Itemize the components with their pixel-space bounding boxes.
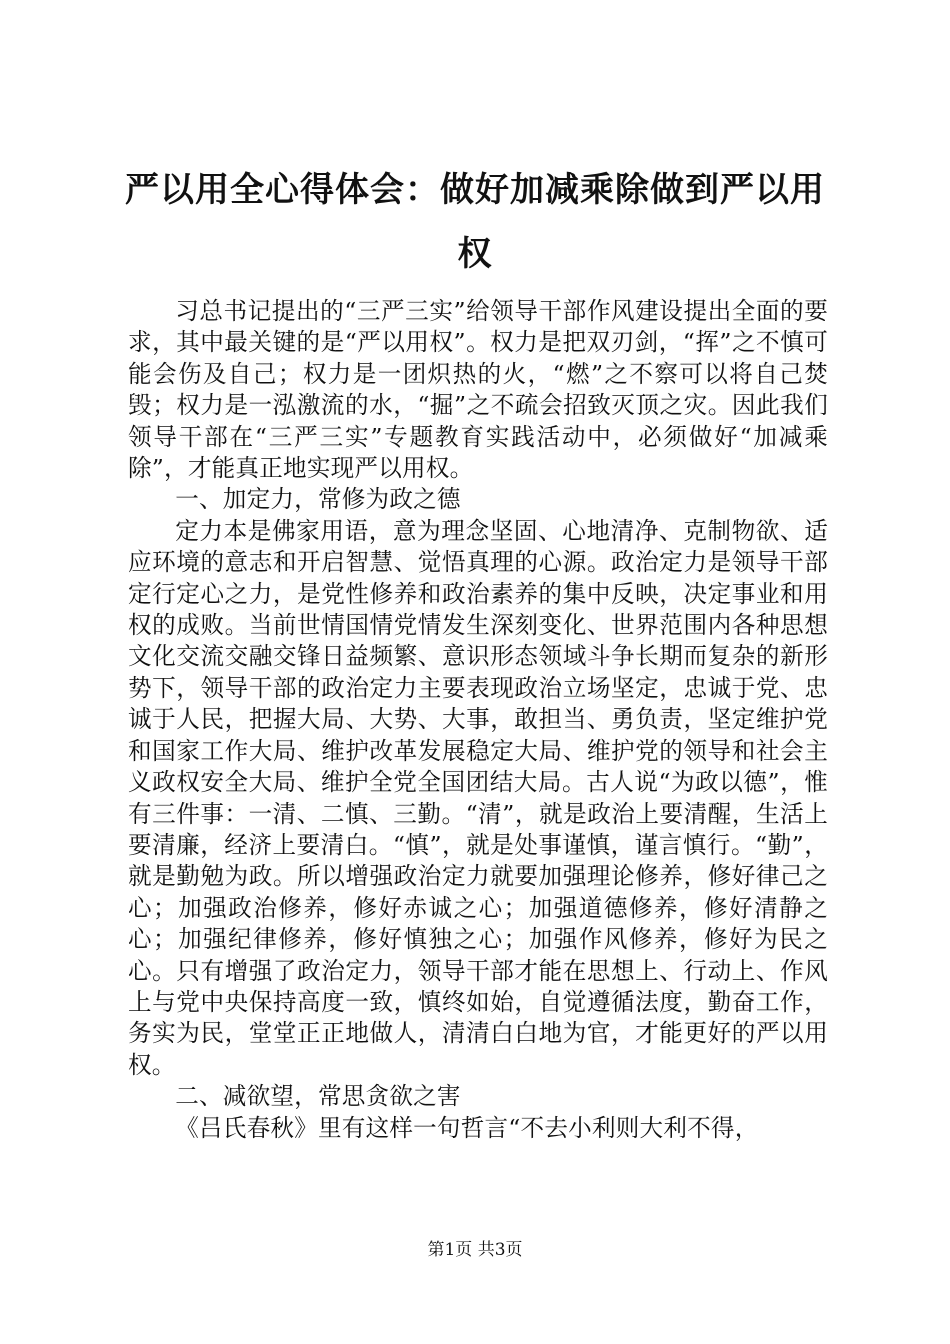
page-number-footer: 第1页 共3页: [427, 1240, 523, 1260]
section-heading-1: 一、加定力，常修为政之德: [175, 485, 461, 514]
section-heading-2: 二、减欲望，常思贪欲之害: [175, 1082, 461, 1111]
paragraph-section-1: 定力本是佛家用语，意为理念坚固、心地清净、克制物欲、适应环境的意志和开启智慧、觉悟真理的心源。政治定力是领导干部定行定心之力，是党性修养和政治素养的集中反映，决定事业和用权的成败。当前世情国情党情发生深刻变化、世界范围内各种思想文化交流交融交锋日益频繁、意识形态领域斗争长期而复杂的新形势下，领导干部的政治定力主要表现政治立场坚定，忠诚于党、忠诚于人民，把握大局、大势、大事，敢担当、勇负责，坚定维护党和国家工作大局、维护改革发展稳定大局、维护党的领导和社会主义政权安全大局、维护全党全国团结大局。古人说“为政以德”，惟有三件事：一清、二慎、三勤。“清”，就是政治上要清醒，生活上要清廉，经济上要清白。“慎”，就是处事谨慎，谨言慎行。“勤”，就是勤勉为政。所以增强政治定力就要加强理论修养，修好律己之心；加强政治修养，修好赤诚之心；加强道德修养，修好清静之心；加强纪律修养，修好慎独之心；加强作风修养，修好为民之心。只有增强了政治定力，领导干部才能在思想上、行动上、作风上与党中央保持高度一致，慎终如始，自觉遵循法度，勤奋工作，务实为民，堂堂正正地做人，清清白白地为官，才能更好的严以用权。: [128, 516, 828, 1079]
paragraph-section-2: 《吕氏春秋》里有这样一句哲言“不去小利则大利不得，: [175, 1113, 759, 1142]
paragraph-intro: 习总书记提出的“三严三实”给领导干部作风建设提出全面的要求，其中最关键的是“严以用权”。权力是把双刃剑，“挥”之不慎可能会伤及自己；权力是一团炽热的火，“燃”之不察可以将自己焚毁；权力是一泓激流的水，“掘”之不疏会招致灭顶之灾。因此我们领导干部在“三严三实”专题教育实践活动中，必须做好“加减乘除”，才能真正地实现严以用权。: [128, 297, 828, 483]
document-title: 严以用全心得体会：做好加减乘除做到严以用权: [125, 170, 825, 274]
document-body: [128, 296, 828, 1144]
